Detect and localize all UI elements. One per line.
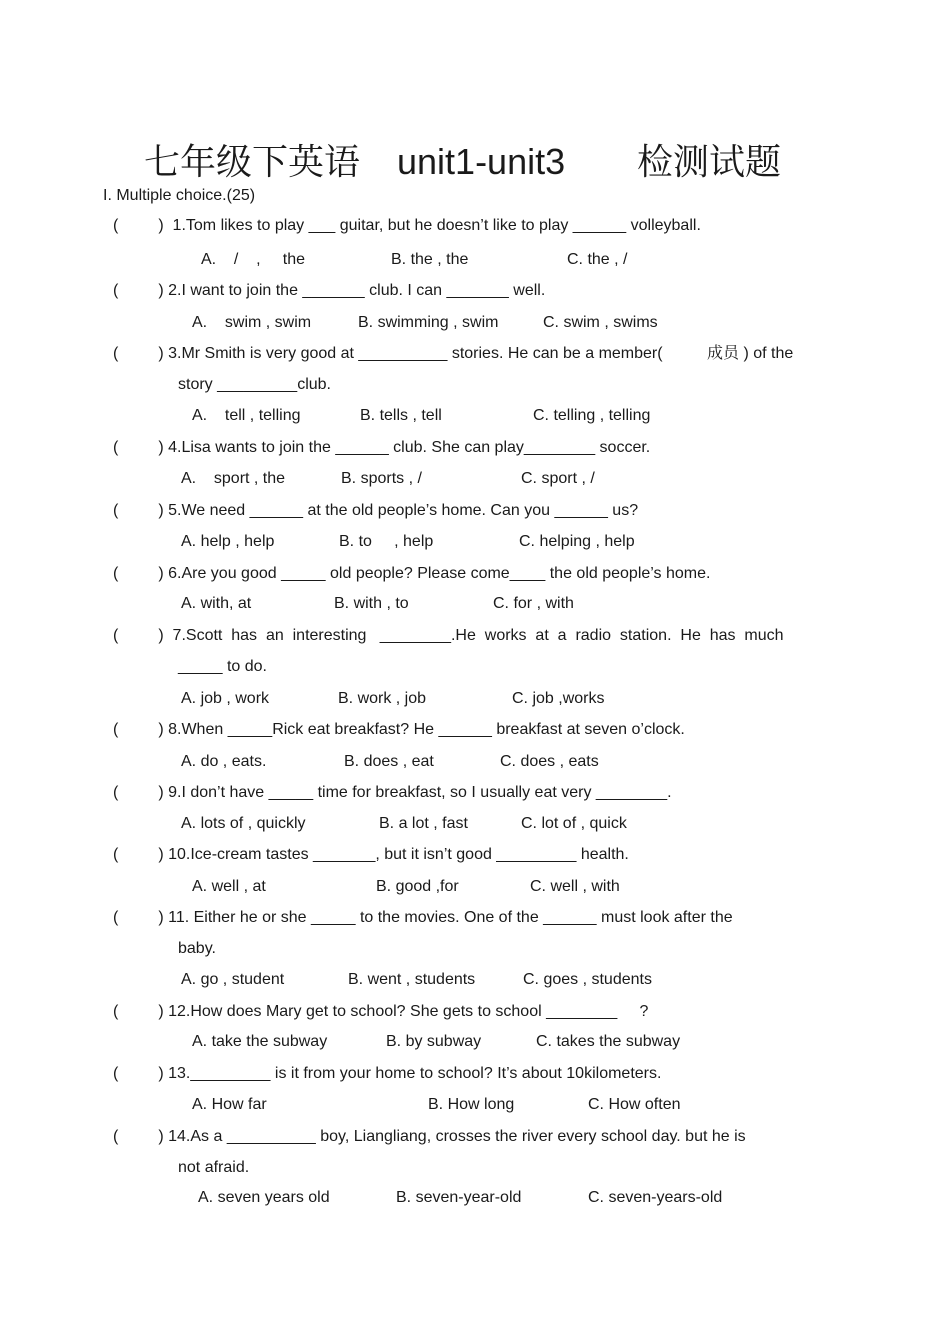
question-stem: ( ) 11. Either he or she _____ to the movies. One of the ______ must look after the: [113, 909, 733, 926]
option-a: A. / , the: [201, 251, 306, 268]
option-a: A. with, at: [181, 595, 252, 612]
question-stem-continued: story _________club.: [178, 376, 331, 393]
question-stem: ( ) 8.When _____Rick eat breakfast? He ______ breakfast at seven o’clock.: [113, 721, 685, 738]
option-a: A. do , eats.: [181, 753, 267, 770]
question-stem: ( ) 3.Mr Smith is very good at __________ stories. He can be a member( 成员 ) of the: [113, 345, 794, 362]
question-stem: ( ) 9.I don’t have _____ time for breakfast, so I usually eat very ________.: [113, 784, 672, 801]
question-stem: ( ) 1.Tom likes to play ___ guitar, but he doesn’t like to play ______ volleyball.: [113, 217, 701, 234]
option-b: B. How long: [428, 1096, 515, 1113]
option-c: C. helping , help: [519, 533, 635, 550]
question-stem: ( ) 14.As a __________ boy, Liangliang, crosses the river every school day. but he is: [113, 1128, 746, 1145]
option-a: A. help , help: [181, 533, 275, 550]
option-b: B. does , eat: [344, 753, 434, 770]
section-heading: I. Multiple choice.(25): [103, 187, 256, 204]
option-a: A. sport , the: [181, 470, 286, 487]
option-a: A. swim , swim: [192, 314, 312, 331]
option-c: C. sport , /: [521, 470, 595, 487]
option-c: C. does , eats: [500, 753, 599, 770]
option-a: A. go , student: [181, 971, 285, 988]
title-chinese-right: 检测试题: [637, 141, 782, 182]
question-stem: ( ) 5.We need ______ at the old people’s home. Can you ______ us?: [113, 502, 639, 519]
option-c: C. takes the subway: [536, 1033, 681, 1050]
option-b: B. seven-year-old: [396, 1189, 522, 1206]
title-english: unit1-unit3: [397, 141, 566, 182]
option-c: C. goes , students: [523, 971, 652, 988]
option-c: C. job ,works: [512, 690, 605, 707]
option-b: B. by subway: [386, 1033, 482, 1050]
question-stem-continued: _____ to do.: [178, 658, 267, 675]
question-stem: ( ) 6.Are you good _____ old people? Please come____ the old people’s home.: [113, 565, 711, 582]
option-a: A. seven years old: [198, 1189, 330, 1206]
option-a: A. lots of , quickly: [181, 815, 306, 832]
option-b: B. a lot , fast: [379, 815, 468, 832]
option-c: C. telling , telling: [533, 407, 651, 424]
question-stem-continued: not afraid.: [178, 1159, 250, 1176]
question-stem: ( ) 13._________ is it from your home to school? It’s about 10kilometers.: [113, 1065, 662, 1082]
question-stem: ( ) 7.Scott has an interesting ________.He works at a radio station. He has much: [113, 627, 784, 644]
option-b: B. with , to: [334, 595, 409, 612]
option-a: A. tell , telling: [192, 407, 301, 424]
option-c: C. How often: [588, 1096, 681, 1113]
question-stem: ( ) 12.How does Mary get to school? She gets to school ________ ?: [113, 1003, 649, 1020]
option-c: C. lot of , quick: [521, 815, 627, 832]
option-b: B. the , the: [391, 251, 469, 268]
question-stem: ( ) 10.Ice-cream tastes _______, but it isn’t good _________ health.: [113, 846, 629, 863]
option-b: B. good ,for: [376, 878, 459, 895]
question-stem-continued: baby.: [178, 940, 216, 957]
option-b: B. tells , tell: [360, 407, 442, 424]
option-c: C. well , with: [530, 878, 620, 895]
question-stem: ( ) 4.Lisa wants to join the ______ club. She can play________ soccer.: [113, 439, 651, 456]
option-a: A. well , at: [192, 878, 266, 895]
title-chinese-left: 七年级下英语: [144, 141, 361, 182]
option-b: B. work , job: [338, 690, 427, 707]
option-a: A. job , work: [181, 690, 270, 707]
question-stem: ( ) 2.I want to join the _______ club. I can _______ well.: [113, 282, 546, 299]
option-c: C. the , /: [567, 251, 628, 268]
option-a: A. How far: [192, 1096, 267, 1113]
option-b: B. sports , /: [341, 470, 422, 487]
option-b: B. to , help: [339, 533, 434, 550]
option-c: C. seven-years-old: [588, 1189, 723, 1206]
option-c: C. for , with: [493, 595, 574, 612]
option-c: C. swim , swims: [543, 314, 658, 331]
option-a: A. take the subway: [192, 1033, 328, 1050]
option-b: B. went , students: [348, 971, 476, 988]
option-b: B. swimming , swim: [358, 314, 499, 331]
